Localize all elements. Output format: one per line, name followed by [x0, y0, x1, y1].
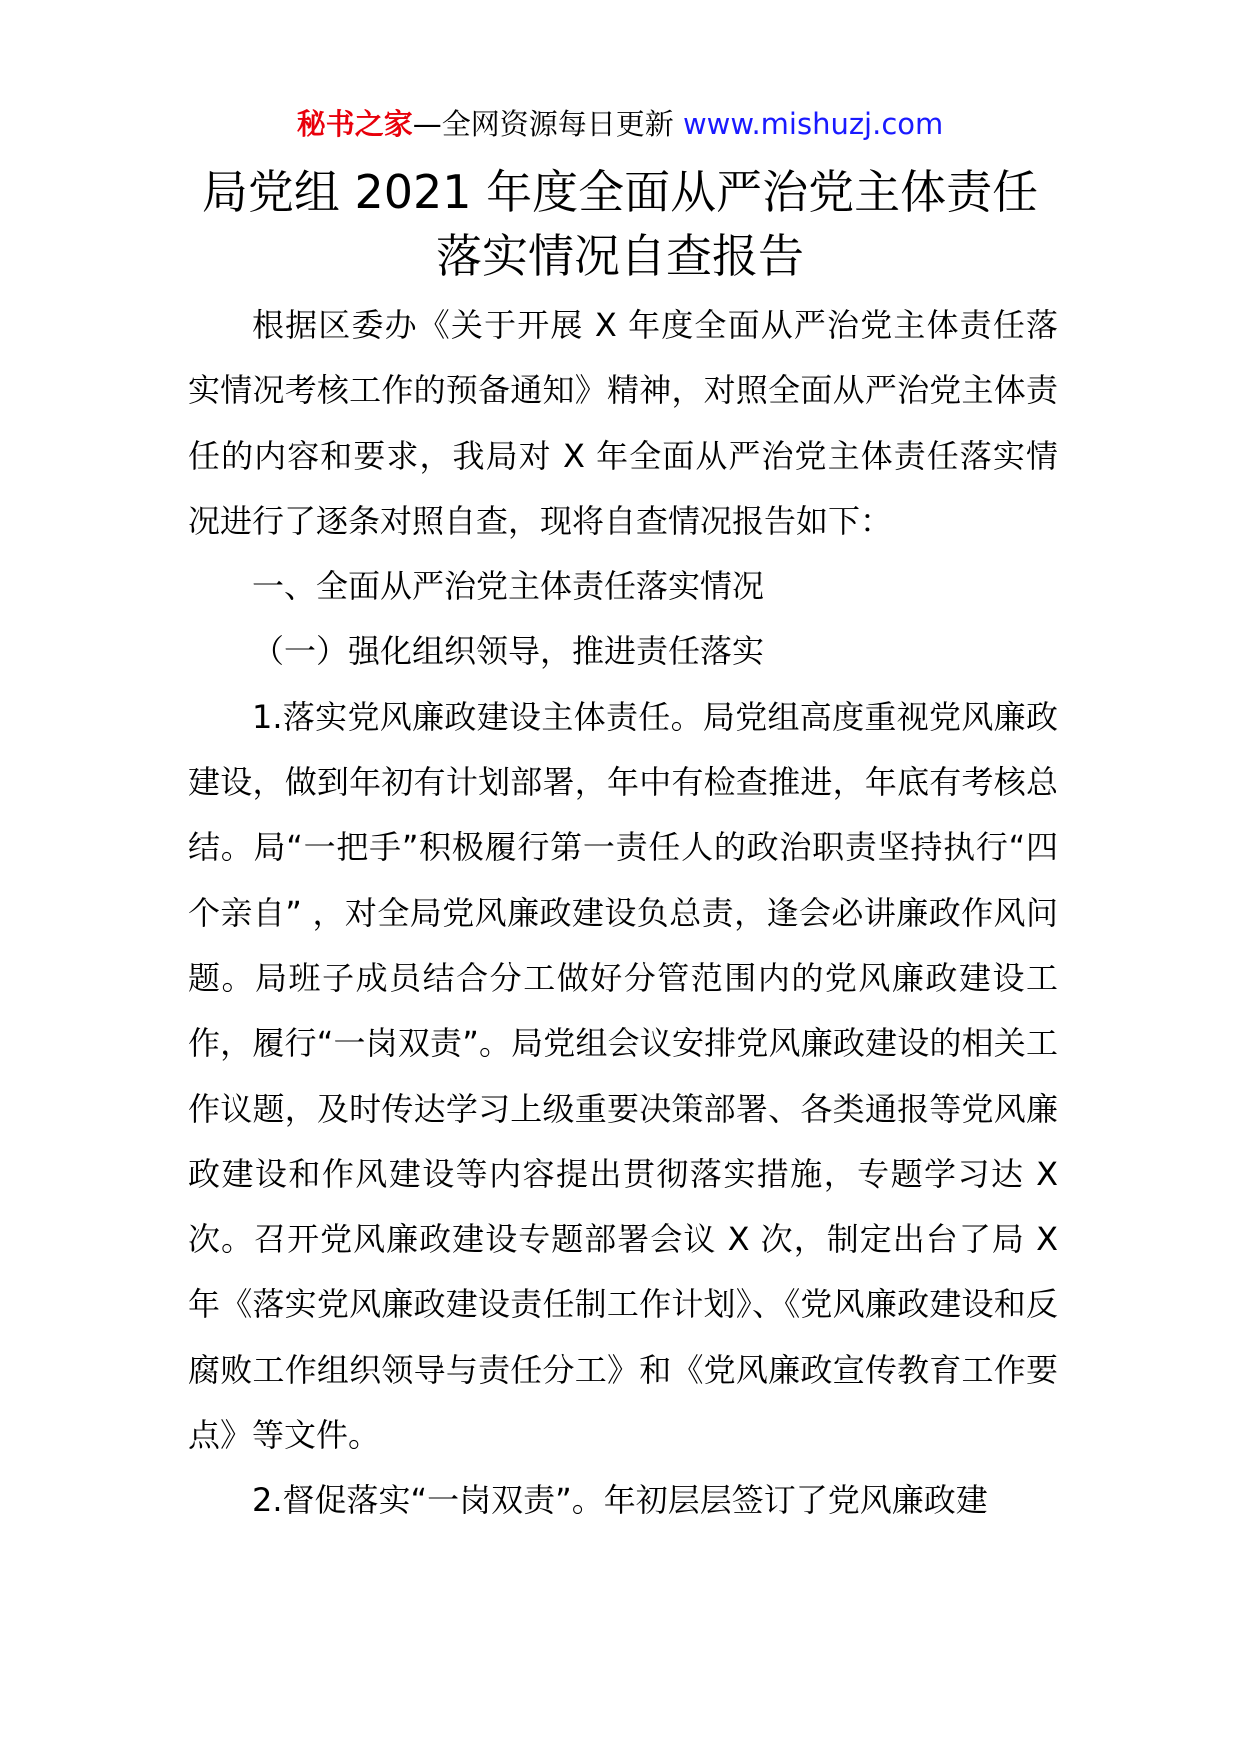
- paragraph-item-2: 2.督促落实“一岗双责”。年初层层签订了党风廉政建: [252, 1481, 988, 1520]
- banner-slogan: —全网资源每日更新: [412, 107, 674, 141]
- subsection-heading-1: （一）强化组织领导，推进责任落实: [252, 632, 765, 671]
- document-title-line-1: 局党组 2021 年度全面从严治党主体责任: [201, 165, 1039, 219]
- site-banner: [0, 104, 1240, 144]
- brand-name: 秘书之家: [296, 107, 413, 141]
- document-body: [188, 293, 1058, 1534]
- paragraph-intro: 根据区委办《关于开展 X 年度全面从严治党主体责任落实情况考核工作的预备通知》精神，对照全面从严治党主体责任的内容和要求，我局对 X 年全面从严治党主体责任落实情况进行了逐条对照自查，现将自查情况报告如下：: [188, 306, 1058, 540]
- document-title-line-2: 落实情况自查报告: [436, 229, 804, 283]
- section-heading-1: 一、全面从严治党主体责任落实情况: [252, 567, 765, 606]
- site-url[interactable]: www.mishuzj.com: [682, 107, 944, 141]
- paragraph-item-1: 1.落实党风廉政建设主体责任。局党组高度重视党风廉政建设，做到年初有计划部署，年中有检查推进，年底有考核总结。局“一把手”积极履行第一责任人的政治职责坚持执行“四个亲自” ，对全局党风廉政建设负总责，逢会必讲廉政作风问题。局班子成员结合分工做好分管范围内的党风廉政建设工作，履行“一岗双责”。局党组会议安排党风廉政建设的相关工作议题，及时传达学习上级重要决策部署、各类通报等党风廉政建设和作风建设等内容提出贯彻落实措施，专题学习达 X 次。召开党风廉政建设专题部署会议 X 次，制定出台了局 X 年《落实党风廉政建设责任制工作计划》、《党风廉政建设和反腐败工作组织领导与责任分工》和《党风廉政宣传教育工作要点》等文件。: [188, 697, 1058, 1455]
